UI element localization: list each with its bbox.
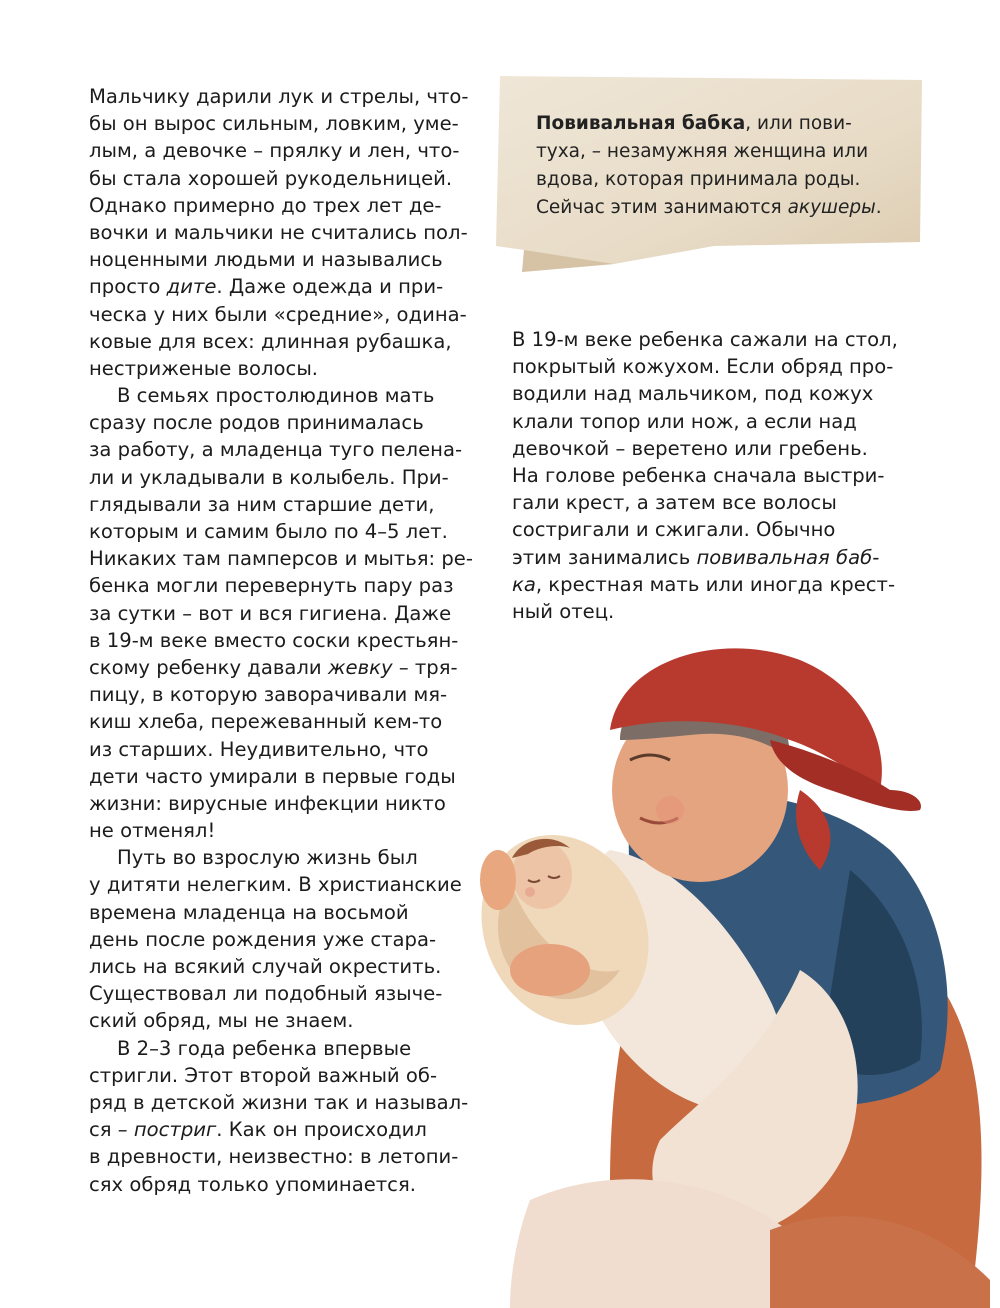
definition-note bbox=[494, 74, 924, 254]
text-run: В 19-м веке ребенка сажали на стол, bbox=[512, 328, 898, 351]
italic-term: ка bbox=[512, 572, 536, 596]
text-run: – тря- bbox=[392, 655, 458, 679]
text-line bbox=[89, 926, 473, 953]
text-line bbox=[89, 246, 473, 273]
text-line bbox=[89, 1035, 473, 1062]
text-run: бы он вырос сильным, ловким, уме- bbox=[89, 112, 459, 136]
text-line bbox=[512, 571, 898, 598]
text-line bbox=[89, 899, 473, 926]
text-run: гали крест, а затем все волосы bbox=[512, 491, 837, 515]
bold-term: Повивальная бабка bbox=[536, 113, 746, 134]
italic-term: постриг bbox=[133, 1118, 217, 1142]
text-run: лись на всякий случай окрестить. bbox=[89, 955, 442, 978]
text-line bbox=[512, 408, 898, 435]
text-line bbox=[512, 435, 898, 462]
text-line bbox=[89, 1007, 473, 1034]
midwife-with-baby-illustration bbox=[470, 640, 1000, 1308]
text-line bbox=[512, 326, 898, 353]
text-line bbox=[89, 763, 473, 790]
text-line bbox=[89, 681, 473, 708]
text-line bbox=[89, 572, 473, 599]
text-run: стригли. Этот второй важный об- bbox=[89, 1063, 438, 1087]
text-run: В семьях простолюдинов мать bbox=[117, 384, 435, 408]
text-run: у дитяти нелегким. В христианские bbox=[89, 873, 462, 897]
text-line bbox=[89, 436, 473, 463]
text-line bbox=[89, 871, 473, 898]
italic-term: жевку bbox=[327, 655, 393, 679]
text-run: состригали и сжигали. Обычно bbox=[512, 518, 836, 542]
text-run: ковые для всех: длинная рубашка, bbox=[89, 329, 452, 353]
text-line bbox=[89, 165, 473, 192]
text-run: ноценными людьми и назывались bbox=[89, 248, 443, 272]
text-run: Путь во взрослую жизнь был bbox=[117, 846, 418, 870]
text-run: этим занимались bbox=[512, 545, 697, 569]
text-run: клали топор или нож, а если над bbox=[512, 409, 857, 433]
text-run: дети часто умирали в первые годы bbox=[89, 764, 456, 788]
text-run: , или пови- bbox=[745, 113, 852, 134]
text-run: которым и самим было по 4–5 лет. bbox=[89, 520, 448, 543]
text-run: вдова, которая принимала роды. bbox=[536, 169, 861, 190]
text-line bbox=[512, 353, 898, 380]
text-line bbox=[89, 83, 473, 110]
text-line bbox=[89, 736, 473, 763]
text-run: ся – bbox=[89, 1118, 134, 1142]
text-run: времена младенца на восьмой bbox=[89, 900, 409, 924]
text-run: в 19-м веке вместо соски крестьян- bbox=[89, 628, 459, 652]
text-line bbox=[89, 301, 473, 328]
text-run: нестриженые волосы. bbox=[89, 356, 319, 380]
note-line bbox=[536, 194, 882, 222]
text-run: бенка могли перевернуть пару раз bbox=[89, 574, 454, 598]
text-line bbox=[89, 273, 473, 300]
text-line bbox=[512, 544, 898, 571]
text-line bbox=[89, 627, 473, 654]
text-run: лым, а девочке – прялку и лен, что- bbox=[89, 139, 460, 163]
text-run: за сутки – вот и вся гигиена. Даже bbox=[89, 601, 452, 625]
note-line bbox=[536, 138, 882, 166]
text-run: сразу после родов принималась bbox=[89, 411, 424, 435]
text-run: ный отец. bbox=[512, 599, 615, 623]
text-run: водили над мальчиком, под кожух bbox=[512, 382, 874, 406]
text-run: туха, – незамужняя женщина или bbox=[536, 141, 869, 162]
text-run: вочки и мальчики не считались пол- bbox=[89, 220, 468, 244]
text-line bbox=[89, 110, 473, 137]
text-line bbox=[512, 380, 898, 407]
text-run: покрытый кожухом. Если обряд про- bbox=[512, 355, 894, 379]
text-run: сях обряд только упоминается. bbox=[89, 1172, 416, 1196]
text-run: девочкой – веретено или гребень. bbox=[512, 436, 868, 460]
text-line bbox=[89, 1171, 473, 1198]
text-line bbox=[89, 137, 473, 164]
text-run: день после рождения уже стара- bbox=[89, 927, 437, 951]
text-line bbox=[89, 192, 473, 219]
text-line bbox=[89, 790, 473, 817]
text-line bbox=[89, 382, 473, 409]
text-run: . Как он происходил bbox=[216, 1118, 427, 1142]
text-run: . bbox=[875, 197, 882, 218]
text-line bbox=[89, 708, 473, 735]
text-line bbox=[512, 598, 898, 625]
text-run: В 2–3 года ребенка впервые bbox=[117, 1036, 412, 1060]
text-line bbox=[89, 654, 473, 681]
text-run: бы стала хорошей рукодельницей. bbox=[89, 166, 453, 190]
text-run: Однако примерно до трех лет де- bbox=[89, 193, 442, 217]
text-run: пицу, в которую заворачивали мя- bbox=[89, 683, 448, 707]
text-line bbox=[89, 1062, 473, 1089]
text-run: ли и укладывали в колыбель. При- bbox=[89, 465, 449, 489]
text-run: ский обряд, мы не знаем. bbox=[89, 1009, 354, 1033]
text-line bbox=[89, 1143, 473, 1170]
text-run: , крестная мать или иногда крест- bbox=[535, 572, 896, 596]
italic-term: повивальная баб- bbox=[696, 545, 880, 569]
text-line bbox=[89, 1089, 473, 1116]
text-line bbox=[89, 980, 473, 1007]
right-column-text bbox=[512, 326, 898, 625]
text-run: киш хлеба, пережеванный кем-то bbox=[89, 710, 443, 734]
text-run: ческа у них были «средние», одина- bbox=[89, 302, 467, 326]
text-line bbox=[89, 328, 473, 355]
text-run: . Даже одежда и при- bbox=[216, 275, 444, 299]
italic-term: акушеры bbox=[787, 197, 876, 218]
text-run: за работу, а младенца туго пелена- bbox=[89, 438, 463, 462]
text-line bbox=[89, 219, 473, 246]
text-line bbox=[89, 355, 473, 382]
text-line bbox=[512, 462, 898, 489]
text-run: На голове ребенка сначала выстри- bbox=[512, 463, 885, 487]
text-line bbox=[89, 518, 473, 545]
text-run: из старших. Неудивительно, что bbox=[89, 737, 429, 761]
text-line bbox=[89, 491, 473, 518]
text-run: не отменял! bbox=[89, 819, 216, 843]
left-column-text bbox=[89, 83, 473, 1198]
text-run: ряд в детской жизни так и называл- bbox=[89, 1090, 469, 1114]
text-line bbox=[512, 516, 898, 543]
text-line bbox=[89, 464, 473, 491]
text-line bbox=[89, 844, 473, 871]
italic-term: дите bbox=[166, 275, 217, 299]
text-line bbox=[89, 1116, 473, 1143]
note-line bbox=[536, 110, 882, 138]
text-run: жизни: вирусные инфекции никто bbox=[89, 791, 446, 815]
text-line bbox=[89, 545, 473, 572]
text-run: глядывали за ним старшие дети, bbox=[89, 492, 435, 516]
note-text bbox=[536, 110, 882, 222]
text-run: просто bbox=[89, 275, 167, 299]
text-line bbox=[89, 409, 473, 436]
text-line bbox=[89, 953, 473, 980]
text-run: Сейчас этим занимаются bbox=[536, 197, 788, 218]
text-run: Никаких там памперсов и мытья: ре- bbox=[89, 547, 473, 571]
text-run: скому ребенку давали bbox=[89, 655, 328, 679]
text-line bbox=[89, 817, 473, 844]
text-run: Существовал ли подобный языче- bbox=[89, 982, 443, 1006]
text-line bbox=[512, 489, 898, 516]
note-line bbox=[536, 166, 882, 194]
text-run: в древности, неизвестно: в летопи- bbox=[89, 1145, 459, 1169]
text-line bbox=[89, 600, 473, 627]
text-run: Мальчику дарили лук и стрелы, что- bbox=[89, 85, 469, 108]
